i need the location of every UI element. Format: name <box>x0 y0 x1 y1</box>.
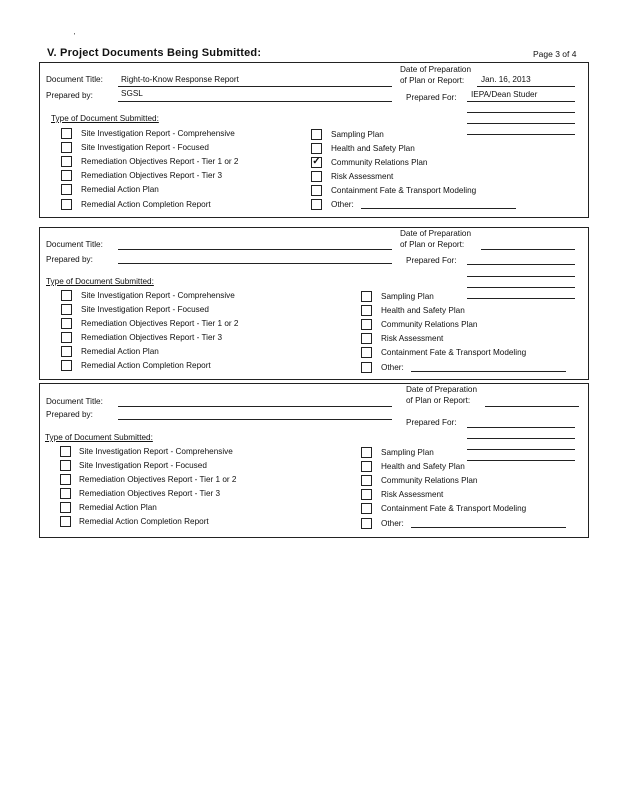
prepared-for-line-3 <box>467 123 575 124</box>
label-containment-fate: Containment Fate & Transport Modeling <box>331 186 477 195</box>
checkbox-ro-tier12[interactable] <box>61 318 72 329</box>
prepared-for-line-2 <box>467 276 575 277</box>
label-containment-fate: Containment Fate & Transport Modeling <box>381 348 527 357</box>
prepared-for-line-4 <box>467 460 575 461</box>
label-sampling: Sampling Plan <box>381 448 434 457</box>
checkbox-si-focused[interactable] <box>60 460 71 471</box>
checkbox-health-safety[interactable] <box>361 461 372 472</box>
document-title-line[interactable] <box>118 406 392 407</box>
checkbox-community-relations[interactable] <box>361 475 372 486</box>
label-ro-tier12: Remediation Objectives Report - Tier 1 or 2 <box>81 319 239 328</box>
label-si-comprehensive: Site Investigation Report - Comprehensive <box>81 129 235 138</box>
checkbox-ro-tier12[interactable] <box>61 156 72 167</box>
label-other: Other: <box>331 200 354 209</box>
checkbox-ro-tier3[interactable] <box>61 332 72 343</box>
prepared-by-line[interactable] <box>118 419 392 420</box>
checkbox-remedial-completion[interactable] <box>60 516 71 527</box>
prepared-for-line-3 <box>467 287 575 288</box>
checkbox-remedial-plan[interactable] <box>60 502 71 513</box>
label-remedial-completion: Remedial Action Completion Report <box>81 361 211 370</box>
label-si-focused: Site Investigation Report - Focused <box>81 305 209 314</box>
document-title-line[interactable] <box>118 249 392 250</box>
checkbox-si-comprehensive[interactable] <box>61 290 72 301</box>
prepared-by-line <box>118 101 392 102</box>
prepared-by-line[interactable] <box>118 263 392 264</box>
checkbox-si-focused[interactable] <box>61 142 72 153</box>
checkbox-si-focused[interactable] <box>61 304 72 315</box>
label-si-focused: Site Investigation Report - Focused <box>81 143 209 152</box>
checkbox-remedial-plan[interactable] <box>61 184 72 195</box>
prepared-for-line-2 <box>467 112 575 113</box>
other-line[interactable] <box>361 208 516 209</box>
label-other: Other: <box>381 363 404 372</box>
label-containment-fate: Containment Fate & Transport Modeling <box>381 504 527 513</box>
other-line[interactable] <box>411 371 566 372</box>
label-ro-tier12: Remediation Objectives Report - Tier 1 or 2 <box>79 475 237 484</box>
label-community-relations: Community Relations Plan <box>381 476 478 485</box>
checkbox-ro-tier3[interactable] <box>60 488 71 499</box>
checkbox-health-safety[interactable] <box>311 143 322 154</box>
label-health-safety: Health and Safety Plan <box>381 462 465 471</box>
label-sampling: Sampling Plan <box>331 130 384 139</box>
checkbox-si-comprehensive[interactable] <box>60 446 71 457</box>
date-prep-line <box>477 86 575 87</box>
checkbox-risk-assessment[interactable] <box>361 333 372 344</box>
label-health-safety: Health and Safety Plan <box>381 306 465 315</box>
document-title-label: Document Title: <box>46 240 103 249</box>
date-prep-label-line2: of Plan or Report: <box>400 76 465 85</box>
label-health-safety: Health and Safety Plan <box>331 144 415 153</box>
page-number: Page 3 of 4 <box>533 49 577 59</box>
prepared-for-label: Prepared For: <box>406 418 457 427</box>
type-heading: Type of Document Submitted: <box>46 277 154 286</box>
label-ro-tier3: Remediation Objectives Report - Tier 3 <box>79 489 221 498</box>
date-prep-line[interactable] <box>485 406 579 407</box>
date-prep-label-line1: Date of Preparation <box>406 385 478 394</box>
label-ro-tier3: Remediation Objectives Report - Tier 3 <box>81 171 223 180</box>
prepared-for-value[interactable]: IEPA/Dean Studer <box>471 90 538 99</box>
type-heading: Type of Document Submitted: <box>51 114 159 123</box>
checkbox-remedial-completion[interactable] <box>61 360 72 371</box>
checkbox-sampling[interactable] <box>361 291 372 302</box>
type-heading: Type of Document Submitted: <box>45 433 153 442</box>
checkbox-ro-tier12[interactable] <box>60 474 71 485</box>
checkbox-risk-assessment[interactable] <box>361 489 372 500</box>
checkbox-risk-assessment[interactable] <box>311 171 322 182</box>
label-remedial-plan: Remedial Action Plan <box>81 347 159 356</box>
label-other: Other: <box>381 519 404 528</box>
checkbox-remedial-plan[interactable] <box>61 346 72 357</box>
label-si-comprehensive: Site Investigation Report - Comprehensive <box>79 447 233 456</box>
checkbox-containment-fate[interactable] <box>361 347 372 358</box>
document-title-value[interactable]: Right-to-Know Response Report <box>121 75 239 84</box>
prepared-for-label: Prepared For: <box>406 93 457 102</box>
checkbox-other[interactable] <box>361 362 372 373</box>
checkbox-community-relations[interactable] <box>361 319 372 330</box>
prepared-by-label: Prepared by: <box>46 255 93 264</box>
date-prep-value[interactable]: Jan. 16, 2013 <box>481 75 531 84</box>
prepared-for-line <box>467 101 575 102</box>
date-prep-label-line2: of Plan or Report: <box>400 240 465 249</box>
checkbox-health-safety[interactable] <box>361 305 372 316</box>
checkbox-sampling[interactable] <box>311 129 322 140</box>
date-prep-label-line2: of Plan or Report: <box>406 396 471 405</box>
section-title: V. Project Documents Being Submitted: <box>47 47 262 59</box>
prepared-for-line[interactable] <box>467 264 575 265</box>
prepared-for-line[interactable] <box>467 427 575 428</box>
prepared-for-line-2 <box>467 438 575 439</box>
prepared-for-line-3 <box>467 449 575 450</box>
checkbox-community-relations[interactable]: ✓ <box>312 156 321 167</box>
label-si-comprehensive: Site Investigation Report - Comprehensive <box>81 291 235 300</box>
checkbox-ro-tier3[interactable] <box>61 170 72 181</box>
date-prep-line[interactable] <box>481 249 575 250</box>
checkbox-sampling[interactable] <box>361 447 372 458</box>
document-title-label: Document Title: <box>46 75 103 84</box>
prepared-by-label: Prepared by: <box>46 91 93 100</box>
label-risk-assessment: Risk Assessment <box>331 172 394 181</box>
prepared-for-label: Prepared For: <box>406 256 457 265</box>
checkbox-si-comprehensive[interactable] <box>61 128 72 139</box>
date-prep-label-line1: Date of Preparation <box>400 229 472 238</box>
document-title-line <box>118 86 392 87</box>
stray-mark: ' <box>74 33 76 40</box>
label-ro-tier12: Remediation Objectives Report - Tier 1 or 2 <box>81 157 239 166</box>
checkbox-containment-fate[interactable] <box>361 503 372 514</box>
label-sampling: Sampling Plan <box>381 292 434 301</box>
label-risk-assessment: Risk Assessment <box>381 334 444 343</box>
date-prep-label-line1: Date of Preparation <box>400 65 472 74</box>
label-remedial-plan: Remedial Action Plan <box>81 185 159 194</box>
checkbox-remedial-completion[interactable] <box>61 199 72 210</box>
prepared-by-value[interactable]: SGSL <box>121 89 143 98</box>
checkbox-other[interactable] <box>311 199 322 210</box>
checkbox-other[interactable] <box>361 518 372 529</box>
prepared-by-label: Prepared by: <box>46 410 93 419</box>
prepared-for-line-4 <box>467 298 575 299</box>
label-ro-tier3: Remediation Objectives Report - Tier 3 <box>81 333 223 342</box>
other-line[interactable] <box>411 527 566 528</box>
label-remedial-completion: Remedial Action Completion Report <box>79 517 209 526</box>
label-community-relations: Community Relations Plan <box>331 158 428 167</box>
label-remedial-plan: Remedial Action Plan <box>79 503 157 512</box>
label-si-focused: Site Investigation Report - Focused <box>79 461 207 470</box>
label-risk-assessment: Risk Assessment <box>381 490 444 499</box>
document-title-label: Document Title: <box>46 397 103 406</box>
label-remedial-completion: Remedial Action Completion Report <box>81 200 211 209</box>
label-community-relations: Community Relations Plan <box>381 320 478 329</box>
prepared-for-line-4 <box>467 134 575 135</box>
checkbox-containment-fate[interactable] <box>311 185 322 196</box>
